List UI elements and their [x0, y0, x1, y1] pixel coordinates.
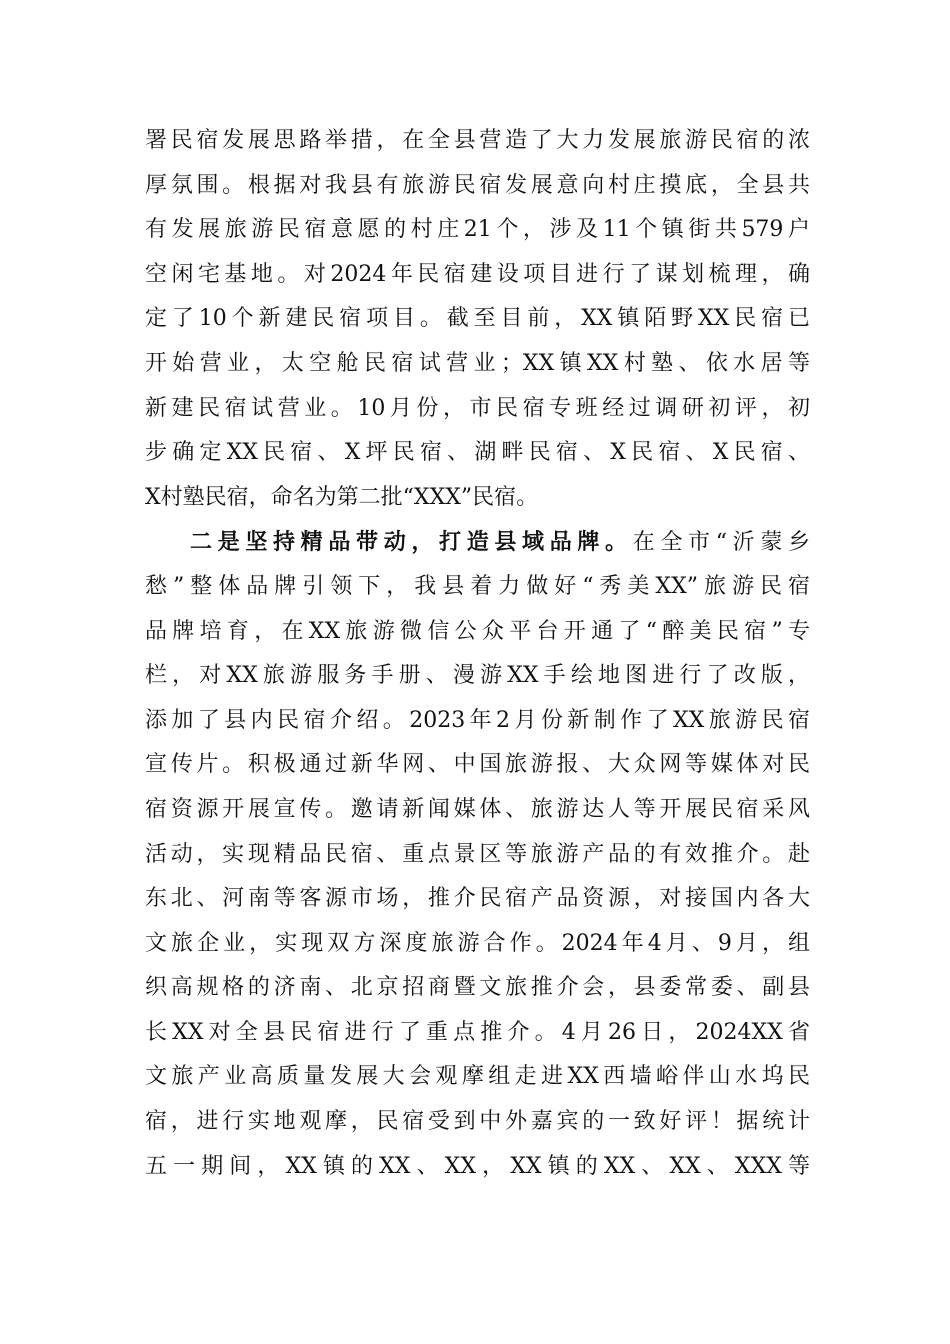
text-line: 空闲宅基地。对2024年民宿建设项目进行了谋划梳理，确 [145, 261, 810, 287]
text-line: 栏，对XX旅游服务手册、漫游XX手绘地图进行了改版， [145, 663, 810, 689]
text-line: 添加了县内民宿介绍。2023年2月份新制作了XX旅游民宿 [145, 707, 810, 733]
text-line: 东北、河南等客源市场，推介民宿产品资源，对接国内各大 [145, 886, 810, 912]
text-line: 开始营业，太空舱民宿试营业；XX镇XX村塾、依水居等 [145, 350, 810, 376]
text-line: 宿资源开展宣传。邀请新闻媒体、旅游达人等开展民宿采风 [145, 796, 810, 822]
text-line: 署民宿发展思路举措，在全县营造了大力发展旅游民宿的浓 [145, 128, 810, 153]
text-line: 步确定XX民宿、X坪民宿、湖畔民宿、X民宿、X民宿、 [145, 440, 810, 466]
text-line: 活动，实现精品民宿、重点景区等旅游产品的有效推介。赴 [145, 841, 810, 867]
heading-line-text: 在全市“沂蒙乡 [632, 530, 810, 556]
text-line: 愁”整体品牌引领下，我县着力做好“秀美XX”旅游民宿 [145, 573, 810, 599]
text-line: 有发展旅游民宿意愿的村庄21个，涉及11个镇街共579户 [145, 217, 810, 243]
paragraph-1 [145, 119, 810, 520]
paragraph-first-line [145, 520, 810, 565]
text-line: 定了10个新建民宿项目。截至目前，XX镇陌野XX民宿已 [145, 306, 810, 332]
document-body [145, 119, 810, 1189]
text-line: 织高规格的济南、北京招商暨文旅推介会，县委常委、副县 [145, 975, 810, 1001]
text-line: 文旅企业，实现双方深度旅游合作。2024年4月、9月，组 [145, 930, 810, 956]
text-line: 新建民宿试营业。10月份，市民宿专班经过调研初评，初 [145, 395, 810, 421]
text-line: 品牌培育，在XX旅游微信公众平台开通了“醉美民宿”专 [145, 618, 810, 644]
text-line: 厚氛围。根据对我县有旅游民宿发展意向村庄摸底，全县共 [145, 172, 810, 198]
text-line: 五一期间，XX镇的XX、XX，XX镇的XX、XX、XXX等 [145, 1153, 810, 1179]
paragraph-heading: 二是坚持精品带动，打造县域品牌。 [190, 529, 633, 556]
text-line: X村塾民宿，命名为第二批“XXX”民宿。 [145, 484, 539, 510]
text-line: 长XX对全县民宿进行了重点推介。4月26日，2024XX省 [145, 1019, 810, 1045]
text-line: 宿，进行实地观摩，民宿受到中外嘉宾的一致好评！据统计 [145, 1109, 810, 1135]
paragraph-2 [145, 520, 810, 1189]
text-line: 宣传片。积极通过新华网、中国旅游报、大众网等媒体对民 [145, 752, 810, 778]
text-line: 文旅产业高质量发展大会观摩组走进XX西墙峪伴山水坞民 [145, 1064, 810, 1090]
